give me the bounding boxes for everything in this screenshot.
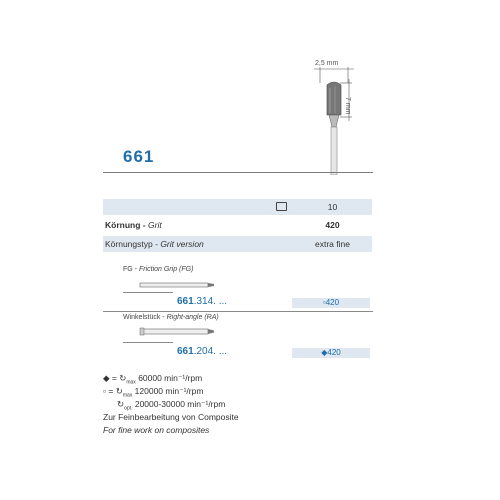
grit-version-row [103,236,372,252]
fg-order-number: 661.314. ... [177,296,228,307]
fg-grit-code: ▫420 [292,298,370,308]
grit-label-cell: Körnung - Grit [105,220,162,230]
pack-quantity: 10 [327,202,338,212]
product-number: 661 [123,147,155,166]
pack-row [103,199,372,215]
header-divider [103,172,373,173]
rotation-icon: ↻ [115,386,123,396]
rotation-icon: ↻ [119,373,127,383]
grit-version-value: extra fine [315,239,350,249]
grit-value: 420 [325,220,340,230]
ra-order-number: 661.204. ... [177,346,228,357]
ra-section-label: Winkelstück - Right-angle (RA) [123,314,219,321]
ra-grit-code: ◆420 [292,348,370,358]
width-dimension-label: 2,5 mm [315,60,339,67]
grit-version-label-en: Grit version [160,239,204,249]
grit-row [103,217,372,233]
speed-line-optimal: $↻_{opt.}$ 20000-30000 min⁻¹/rpm [117,399,226,412]
usage-note-german: Zur Feinbearbeitung von Composite [103,412,239,422]
ra-speed-icon: ◆ [321,348,328,357]
variant-divider [103,311,373,312]
fg-symbol-icon: ▫ [103,386,107,396]
pack-cell [103,199,293,215]
ra-shank-drawing [138,326,218,338]
fg-section-label: FG - Friction Grip (FG) [123,266,194,273]
fg-shank-drawing [138,280,218,290]
grit-version-label-cell: Körnungstyp - Grit version [105,239,204,249]
usage-note-english: For fine work on composites [103,425,210,435]
fg-divider [123,292,173,293]
bur-drawing [300,55,380,175]
ra-symbol-icon: ◆ [103,373,110,383]
speed-line-fg: ▫ = $↻_{max}$ 120000 min⁻¹/rpm [103,386,204,399]
ra-divider [123,342,173,343]
speed-line-ra: ◆ = $↻_{max}$ 60000 min⁻¹/rpm [103,373,203,386]
grit-label-en: Grit [148,220,162,230]
rotation-icon: ↻ [117,399,125,409]
grit-label: Körnung [105,220,141,230]
height-dimension-label: 7 mm [344,97,351,115]
grit-version-label: Körnungstyp [105,239,153,249]
package-icon [276,202,287,211]
fg-speed-icon: ▫ [322,298,326,307]
